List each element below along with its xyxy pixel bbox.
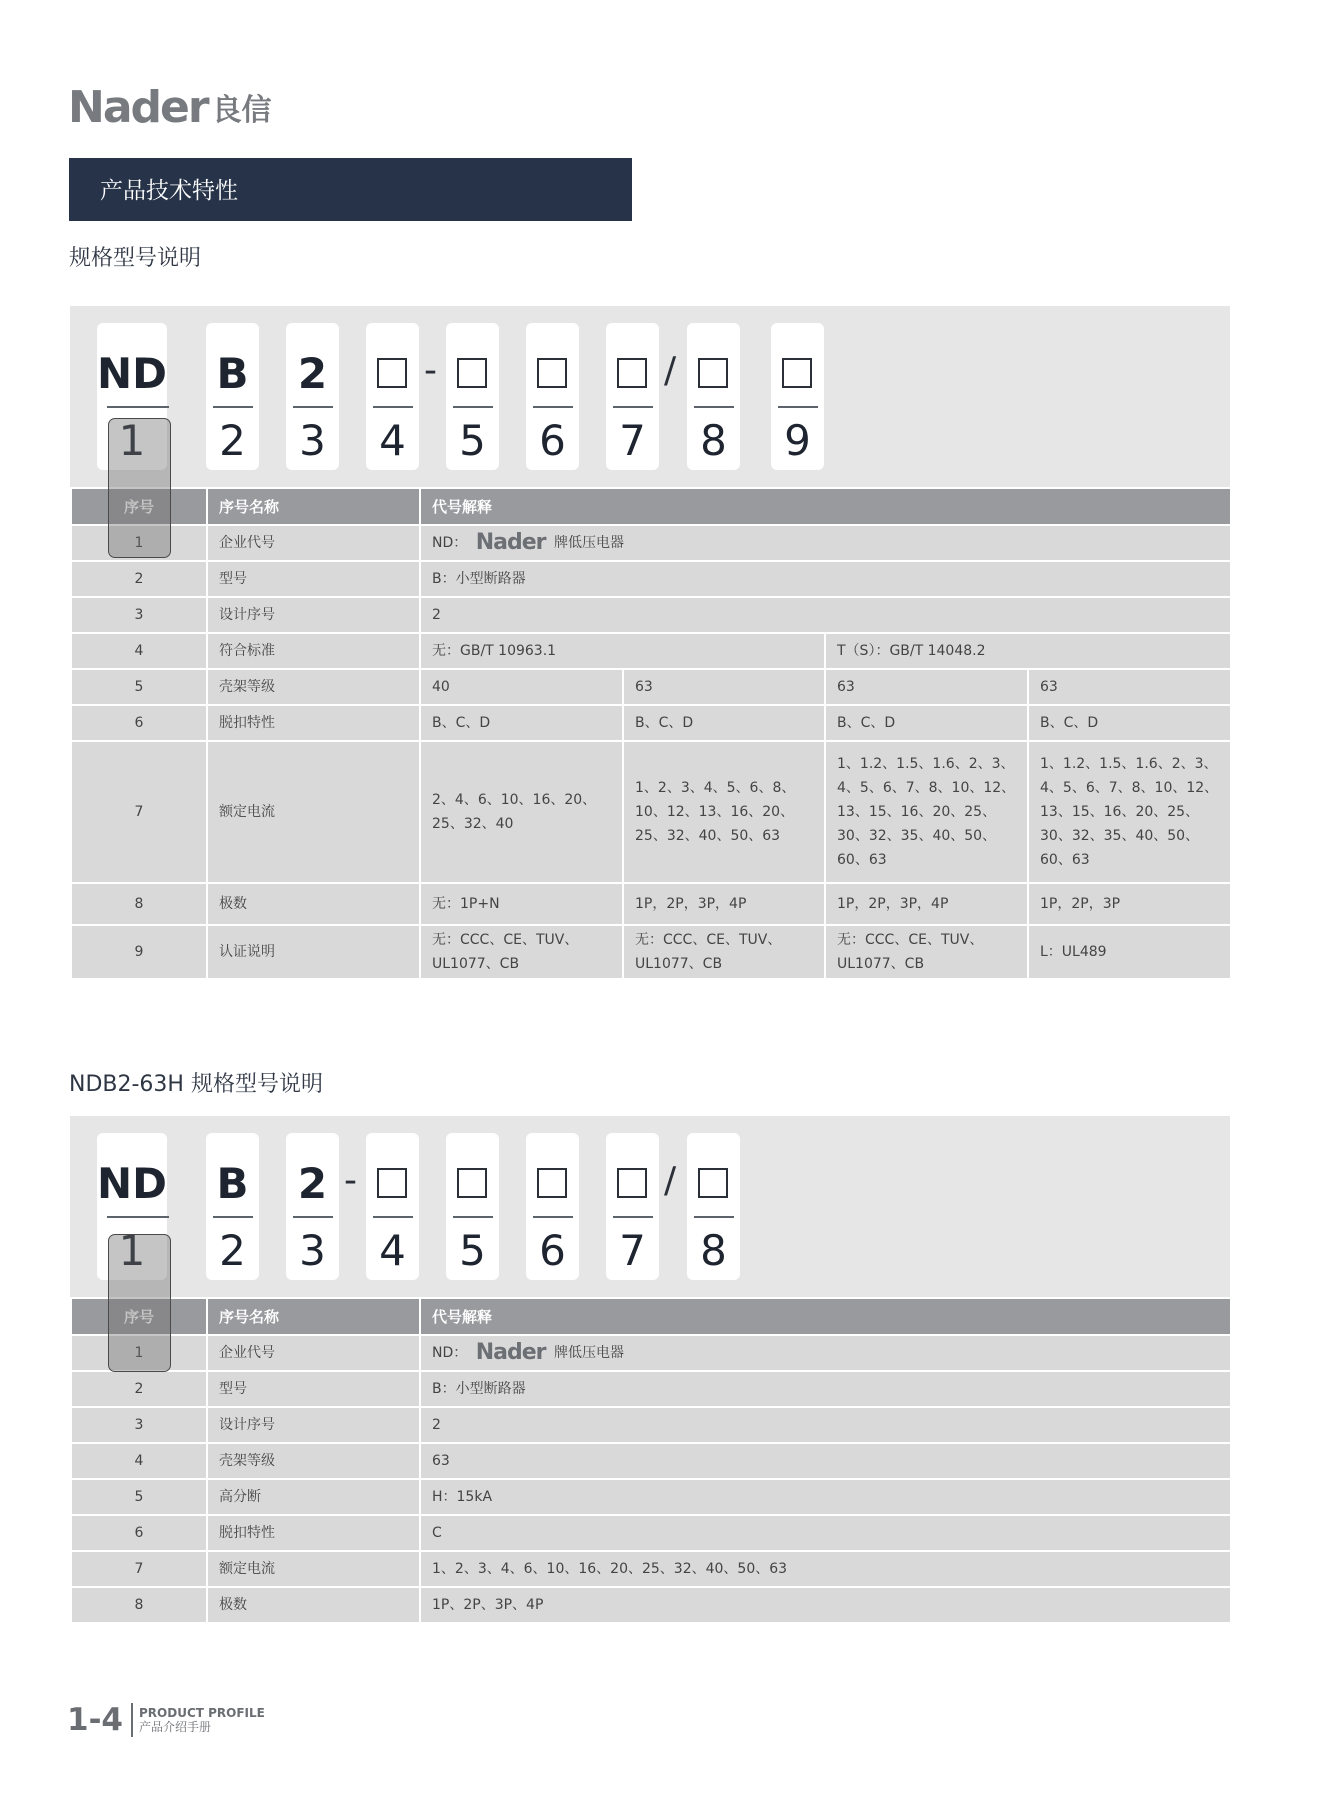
table-row	[71, 1371, 1231, 1407]
code-number-8: 8	[700, 416, 727, 465]
table-row	[71, 561, 1231, 597]
table-row	[71, 1443, 1231, 1479]
row-no: 9	[71, 925, 207, 979]
code-1: ND	[97, 1159, 168, 1208]
table-row	[71, 597, 1231, 633]
row-cell: B、C、D	[623, 705, 825, 741]
separator-slash: /	[664, 1160, 677, 1201]
header-name: 序号名称	[207, 488, 420, 525]
cell-line: 无：CCC、CE、TUV、	[837, 932, 984, 948]
placeholder-box-icon	[377, 1168, 407, 1198]
row-no: 3	[71, 1407, 207, 1443]
row-name: 设计序号	[207, 597, 420, 633]
row-no: 2	[71, 1371, 207, 1407]
code-underline	[107, 1216, 169, 1218]
row-cell: B、C、D	[825, 705, 1028, 741]
code-number-3: 3	[299, 416, 326, 465]
highlight-overlay	[108, 1234, 171, 1372]
suffix-text: 牌低压电器	[553, 1345, 624, 1361]
spec-table-2	[70, 1297, 1232, 1624]
row-desc: B：小型断路器	[420, 561, 1231, 597]
row-desc: 2	[420, 1407, 1231, 1443]
code-number-9: 9	[784, 416, 811, 465]
code-number-8: 8	[700, 1226, 727, 1275]
banner-title: 产品技术特性	[100, 178, 238, 204]
separator-dash: -	[344, 1160, 357, 1201]
cell-line: 4、5、6、7、8、10、12、	[1040, 780, 1219, 796]
row-cell: 40	[420, 669, 623, 705]
row-cell	[623, 741, 825, 883]
row-no: 5	[71, 669, 207, 705]
row-cell: 63	[1028, 669, 1231, 705]
row-name: 设计序号	[207, 1407, 420, 1443]
code-underline	[453, 1216, 493, 1218]
row-name: 额定电流	[207, 741, 420, 883]
row-cell	[825, 741, 1028, 883]
row-name: 企业代号	[207, 525, 420, 561]
row-cell: 63	[825, 669, 1028, 705]
header-no: 序号	[71, 488, 207, 525]
cell-line: 13、15、16、20、25、	[1040, 804, 1200, 820]
placeholder-box-icon	[457, 1168, 487, 1198]
code-3: 2	[297, 349, 328, 398]
row-no: 7	[71, 741, 207, 883]
row-desc: 63	[420, 1443, 1231, 1479]
code-underline	[613, 406, 653, 408]
code-underline	[213, 406, 253, 408]
row-cell: 1P，2P，3P，4P	[623, 883, 825, 925]
table-header-row	[71, 488, 1231, 525]
code-1: ND	[97, 349, 168, 398]
row-no: 8	[71, 883, 207, 925]
row-cell: 无：1P+N	[420, 883, 623, 925]
table-row	[71, 883, 1231, 925]
row-name: 额定电流	[207, 1551, 420, 1587]
row-no: 2	[71, 561, 207, 597]
cell-line: 60、63	[1040, 852, 1090, 868]
row-cell: 63	[623, 669, 825, 705]
table-row	[71, 525, 1231, 561]
code-number-6: 6	[539, 1226, 566, 1275]
header-name: 序号名称	[207, 1298, 420, 1335]
highlight-overlay	[108, 418, 171, 558]
placeholder-box-icon	[617, 1168, 647, 1198]
code-number-1: 1	[118, 416, 146, 465]
cell-line: 60、63	[837, 852, 887, 868]
row-cell: 1P，2P，3P，4P	[825, 883, 1028, 925]
code-2: B	[216, 349, 249, 398]
code-underline	[533, 406, 573, 408]
table-row	[71, 1551, 1231, 1587]
code-number-7: 7	[619, 1226, 646, 1275]
code-number-6: 6	[539, 416, 566, 465]
cell-line: 25、32、40、50、63	[635, 828, 781, 844]
cell-line: UL1077、CB	[837, 956, 925, 972]
page-number: 1-4	[67, 1702, 124, 1738]
row-no: 5	[71, 1479, 207, 1515]
footer-line1: PRODUCT PROFILE	[139, 1705, 265, 1720]
row-name: 极数	[207, 883, 420, 925]
row-desc: B：小型断路器	[420, 1371, 1231, 1407]
row-name: 型号	[207, 1371, 420, 1407]
cell-line: UL1077、CB	[635, 956, 723, 972]
code-number-3: 3	[299, 1226, 326, 1275]
code-number-4: 4	[379, 1226, 406, 1275]
placeholder-box-icon	[377, 358, 407, 388]
code-underline	[373, 1216, 413, 1218]
table-row	[71, 669, 1231, 705]
footer-divider	[131, 1703, 133, 1737]
placeholder-box-icon	[782, 358, 812, 388]
separator-slash: /	[664, 350, 677, 391]
section1-title: 规格型号说明	[69, 246, 202, 271]
row-name: 壳架等级	[207, 669, 420, 705]
table-row	[71, 741, 1231, 883]
code-number-5: 5	[459, 1226, 486, 1275]
row-cell	[825, 925, 1028, 979]
row-desc: 无：GB/T 10963.1	[420, 633, 825, 669]
row-cell	[420, 741, 623, 883]
code-number-1: 1	[118, 1226, 146, 1275]
cell-line: 25、32、40	[432, 816, 514, 832]
placeholder-box-icon	[537, 1168, 567, 1198]
row-no: 4	[71, 1443, 207, 1479]
placeholder-box-icon	[698, 1168, 728, 1198]
cell-line: UL1077、CB	[432, 956, 520, 972]
row-name: 脱扣特性	[207, 705, 420, 741]
row-cell: B、C、D	[420, 705, 623, 741]
placeholder-box-icon	[617, 358, 647, 388]
code-underline	[694, 1216, 734, 1218]
separator-dash: -	[424, 350, 437, 391]
row-cell	[1028, 925, 1231, 979]
row-name: 壳架等级	[207, 1443, 420, 1479]
row-desc: C	[420, 1515, 1231, 1551]
row-cell	[1028, 741, 1231, 883]
code-3: 2	[297, 1159, 328, 1208]
row-desc: 1P、2P、3P、4P	[420, 1587, 1231, 1623]
cell-line: 13、15、16、20、25、	[837, 804, 997, 820]
row-name: 型号	[207, 561, 420, 597]
row-no: 6	[71, 1515, 207, 1551]
code-underline	[213, 1216, 253, 1218]
code-number-7: 7	[619, 416, 646, 465]
code-underline	[533, 1216, 573, 1218]
row-name: 极数	[207, 1587, 420, 1623]
row-desc: 2	[420, 597, 1231, 633]
cell-line: 1、1.2、1.5、1.6、2、3、	[1040, 756, 1218, 772]
logo-wordmark: Nader	[68, 82, 208, 133]
cell-line: 无：CCC、CE、TUV、	[432, 932, 579, 948]
code-underline	[453, 406, 493, 408]
cell-line: 30、32、35、40、50、	[837, 828, 997, 844]
row-cell	[420, 925, 623, 979]
code-underline	[778, 406, 818, 408]
code-number-2: 2	[219, 1226, 246, 1275]
brand-logo-inline: Nader	[475, 1340, 546, 1365]
row-no: 4	[71, 633, 207, 669]
code-number-4: 4	[379, 416, 406, 465]
cell-line: 4、5、6、7、8、10、12、	[837, 780, 1016, 796]
footer-line2: 产品介绍手册	[139, 1719, 212, 1734]
cell-line: 10、12、13、16、20、	[635, 804, 795, 820]
model-code-diagram-2	[70, 1116, 1230, 1300]
spec-table-1	[70, 487, 1232, 980]
cell-line: 1、1.2、1.5、1.6、2、3、	[837, 756, 1015, 772]
placeholder-box-icon	[457, 358, 487, 388]
placeholder-box-icon	[698, 358, 728, 388]
row-name: 企业代号	[207, 1335, 420, 1371]
row-cell: 1P，2P，3P	[1028, 883, 1231, 925]
cell-line: L：UL489	[1040, 944, 1107, 960]
table-row	[71, 1587, 1231, 1623]
row-desc	[420, 525, 1231, 561]
row-no: 3	[71, 597, 207, 633]
table-row	[71, 925, 1231, 979]
model-code-diagram-1	[70, 306, 1230, 490]
page-footer	[67, 1702, 265, 1738]
table-row	[71, 1407, 1231, 1443]
row-name: 认证说明	[207, 925, 420, 979]
table-row	[71, 1335, 1231, 1371]
brand-logo	[68, 82, 272, 133]
row-name: 符合标准	[207, 633, 420, 669]
code-underline	[694, 406, 734, 408]
brand-logo-inline: Nader	[475, 530, 546, 555]
table-row	[71, 633, 1231, 669]
prefix-text: ND：	[432, 1345, 468, 1361]
row-name: 脱扣特性	[207, 1515, 420, 1551]
code-underline	[613, 1216, 653, 1218]
table-row	[71, 1515, 1231, 1551]
row-desc	[420, 1335, 1231, 1371]
section-banner	[69, 158, 632, 221]
row-desc: T（S）：GB/T 14048.2	[825, 633, 1231, 669]
row-name: 高分断	[207, 1479, 420, 1515]
row-desc: H：15kA	[420, 1479, 1231, 1515]
code-underline	[293, 406, 333, 408]
code-underline	[373, 406, 413, 408]
header-desc: 代号解释	[420, 488, 1231, 525]
placeholder-box-icon	[537, 358, 567, 388]
prefix-text: ND：	[432, 535, 468, 551]
table-header-row	[71, 1298, 1231, 1335]
suffix-text: 牌低压电器	[553, 535, 624, 551]
row-desc: 1、2、3、4、6、10、16、20、25、32、40、50、63	[420, 1551, 1231, 1587]
row-cell: B、C、D	[1028, 705, 1231, 741]
logo-chinese: 良信	[211, 93, 272, 128]
table-row	[71, 1479, 1231, 1515]
cell-line: 2、4、6、10、16、20、	[432, 792, 597, 808]
row-no: 8	[71, 1587, 207, 1623]
row-no: 1	[71, 525, 207, 561]
row-no: 1	[71, 1335, 207, 1371]
row-no: 6	[71, 705, 207, 741]
row-cell	[623, 925, 825, 979]
table-row	[71, 705, 1231, 741]
code-number-5: 5	[459, 416, 486, 465]
footer-text	[139, 1706, 265, 1735]
code-underline	[293, 1216, 333, 1218]
cell-line: 无：CCC、CE、TUV、	[635, 932, 782, 948]
code-2: B	[216, 1159, 249, 1208]
code-number-2: 2	[219, 416, 246, 465]
header-desc: 代号解释	[420, 1298, 1231, 1335]
row-no: 7	[71, 1551, 207, 1587]
section2-title: NDB2-63H 规格型号说明	[69, 1072, 323, 1097]
cell-line: 1、2、3、4、5、6、8、	[635, 780, 796, 796]
header-no: 序号	[71, 1298, 207, 1335]
cell-line: 30、32、35、40、50、	[1040, 828, 1200, 844]
code-underline	[107, 406, 169, 408]
